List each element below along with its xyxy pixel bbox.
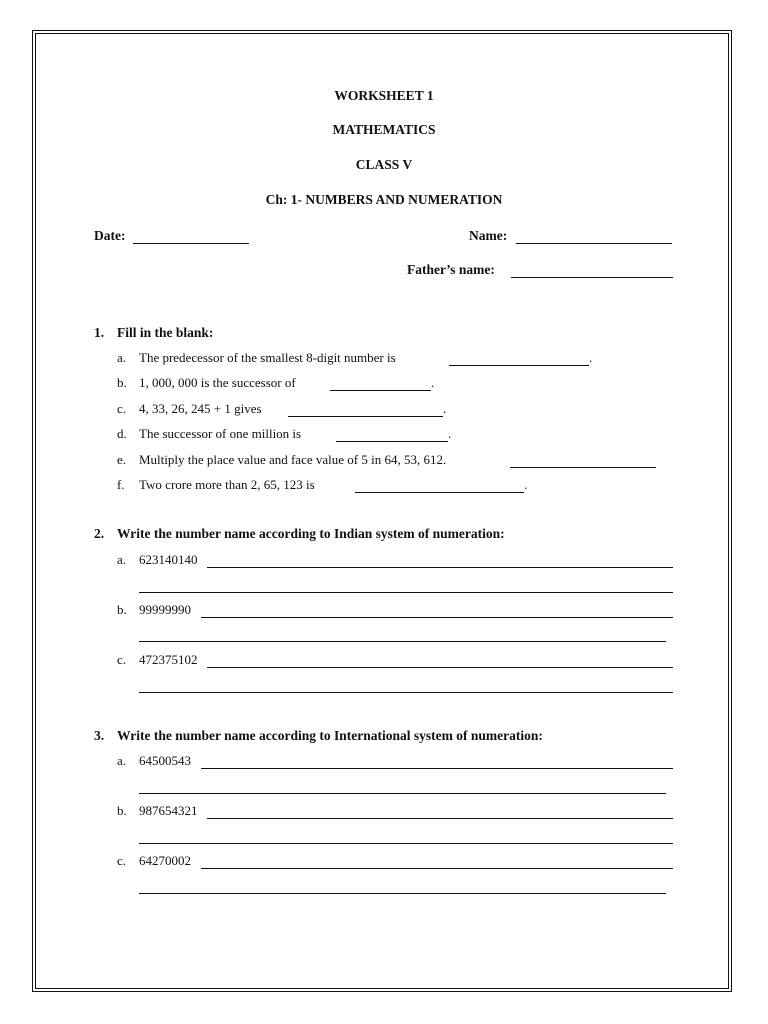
q2-item-b-answer-line-2[interactable]	[139, 641, 666, 642]
q2-item-a-number: 623140140	[139, 552, 198, 567]
q1-item-a-letter: a.	[117, 350, 127, 365]
q3-item-b-number: 987654321	[139, 803, 198, 818]
q2-item-c-answer-line-2[interactable]	[139, 692, 673, 693]
question-3-title: Write the number name according to International system of numeration:	[117, 728, 543, 743]
father-name-label: Father’s name:	[407, 262, 495, 277]
q2-item-c-answer-line-1[interactable]	[207, 667, 673, 668]
class-title: CLASS V	[355, 157, 413, 172]
q1-item-e-text: Multiply the place value and face value of 5 in 64, 53, 612.	[139, 452, 447, 467]
q3-item-c-answer-line-2[interactable]	[139, 893, 666, 894]
q3-item-b-letter: b.	[117, 803, 127, 818]
q1-item-d-letter: d.	[117, 426, 127, 441]
question-1-number: 1.	[94, 325, 105, 340]
q2-item-a-answer-line-2[interactable]	[139, 592, 673, 593]
q3-item-a-answer-line-1[interactable]	[201, 768, 673, 769]
page-border-outer	[32, 30, 732, 992]
q3-item-c-number: 64270002	[139, 853, 191, 868]
q1-item-f-text: Two crore more than 2, 65, 123 is	[139, 477, 315, 492]
q1-item-d-period: .	[448, 426, 452, 441]
q1-item-c-letter: c.	[117, 401, 127, 416]
q3-item-c-answer-line-1[interactable]	[201, 868, 673, 869]
q1-item-b-letter: b.	[117, 375, 127, 390]
q1-item-f-letter: f.	[117, 477, 125, 492]
q1-item-c-text: 4, 33, 26, 245 + 1 gives	[139, 401, 262, 416]
q1-item-b-answer[interactable]	[330, 390, 431, 391]
q2-item-b-letter: b.	[117, 602, 127, 617]
q1-item-e-answer[interactable]	[510, 467, 656, 468]
q2-item-b-answer-line-1[interactable]	[201, 617, 673, 618]
q1-item-b-text: 1, 000, 000 is the successor of	[139, 375, 296, 390]
q3-item-a-letter: a.	[117, 753, 127, 768]
q1-item-b-period: .	[431, 375, 435, 390]
name-label: Name:	[469, 228, 508, 243]
q1-item-c-period: .	[443, 401, 447, 416]
q2-item-c-letter: c.	[117, 652, 127, 667]
q3-item-a-answer-line-2[interactable]	[139, 793, 666, 794]
q3-item-b-answer-line-1[interactable]	[207, 818, 673, 819]
q2-item-a-answer-line-1[interactable]	[207, 567, 673, 568]
q1-item-a-period: .	[589, 350, 593, 365]
q1-item-c-answer[interactable]	[288, 416, 443, 417]
q1-item-f-period: .	[524, 477, 528, 492]
q1-item-a-text: The predecessor of the smallest 8-digit number is	[139, 350, 396, 365]
name-field[interactable]	[516, 243, 672, 244]
q3-item-c-letter: c.	[117, 853, 127, 868]
father-name-field[interactable]	[511, 277, 673, 278]
chapter-title: Ch: 1- NUMBERS AND NUMERATION	[265, 192, 503, 207]
question-2-title: Write the number name according to Indian system of numeration:	[117, 526, 505, 541]
worksheet-title: WORKSHEET 1	[334, 88, 434, 103]
q3-item-b-answer-line-2[interactable]	[139, 843, 673, 844]
q3-item-a-number: 64500543	[139, 753, 191, 768]
question-1-title: Fill in the blank:	[117, 325, 214, 340]
q2-item-c-number: 472375102	[139, 652, 198, 667]
q1-item-d-answer[interactable]	[336, 441, 448, 442]
subject-title: MATHEMATICS	[332, 122, 436, 137]
q2-item-a-letter: a.	[117, 552, 127, 567]
q1-item-a-answer[interactable]	[449, 365, 589, 366]
date-label: Date:	[94, 228, 126, 243]
q2-item-b-number: 99999990	[139, 602, 191, 617]
q1-item-d-text: The successor of one million is	[139, 426, 302, 441]
date-field[interactable]	[133, 243, 249, 244]
question-2-number: 2.	[94, 526, 105, 541]
question-3-number: 3.	[94, 728, 105, 743]
q1-item-f-answer[interactable]	[355, 492, 524, 493]
q1-item-e-letter: e.	[117, 452, 127, 467]
